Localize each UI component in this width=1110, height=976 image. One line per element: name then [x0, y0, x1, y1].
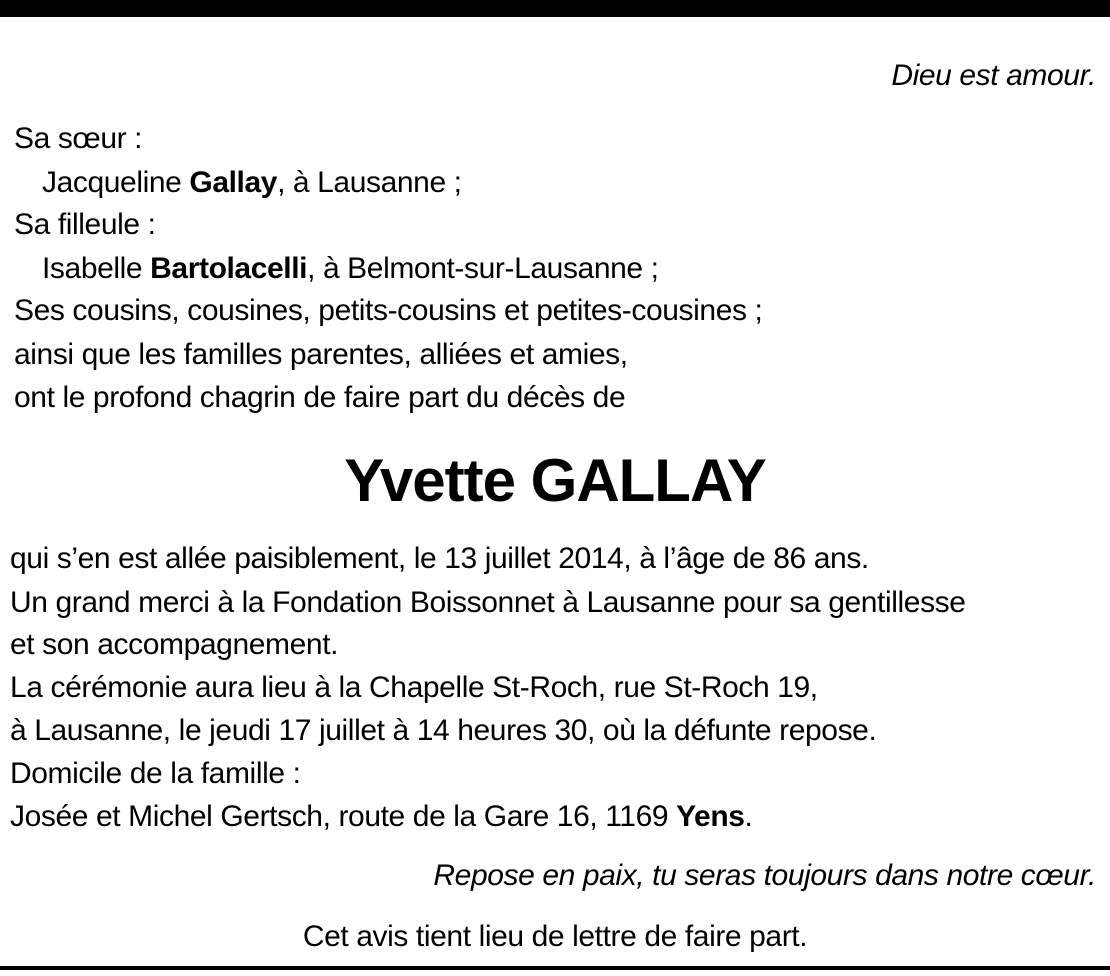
sister-first-name: Jacqueline: [42, 166, 182, 199]
sister-place: , à Lausanne ;: [277, 166, 462, 199]
top-rule: [0, 0, 1110, 17]
sister-label: Sa sœur :: [14, 122, 143, 155]
bottom-rule: [0, 966, 1110, 970]
goddaughter-line: [42, 251, 659, 287]
domicile-label: Domicile de la famille :: [10, 757, 301, 790]
thanks-line-2: et son accompagnement.: [10, 628, 339, 661]
notice-line: Cet avis tient lieu de lettre de faire part.: [302, 920, 808, 953]
goddaughter-first-name: Isabelle: [42, 252, 143, 285]
sister-line: [42, 165, 462, 201]
goddaughter-label: Sa filleule :: [14, 208, 156, 241]
passing-line: qui s’en est allée paisiblement, le 13 juillet 2014, à l’âge de 86 ans.: [10, 542, 869, 575]
families-line: ainsi que les familles parentes, alliées et amies,: [14, 338, 628, 371]
ceremony-line-1: La cérémonie aura lieu à la Chapelle St-Roch, rue St-Roch 19,: [10, 671, 818, 704]
goddaughter-last-name: Bartolacelli: [150, 252, 308, 285]
announcement-line: ont le profond chagrin de faire part du décès de: [14, 381, 626, 414]
cousins-line: Ses cousins, cousines, petits-cousins et petites-cousines ;: [14, 294, 763, 327]
closing-quote: Repose en paix, tu seras toujours dans notre cœur.: [433, 859, 1096, 892]
address-line: [10, 799, 752, 835]
thanks-line-1: Un grand merci à la Fondation Boissonnet à Lausanne pour sa gentillesse: [10, 586, 966, 619]
motto: Dieu est amour.: [891, 59, 1096, 92]
goddaughter-place: , à Belmont-sur-Lausanne ;: [307, 252, 659, 285]
deceased-name: Yvette GALLAY: [344, 447, 766, 514]
address-town: Yens: [676, 800, 745, 833]
ceremony-line-2: à Lausanne, le jeudi 17 juillet à 14 heures 30, où la défunte repose.: [10, 714, 877, 747]
sister-last-name: Gallay: [189, 166, 278, 199]
address-end: .: [744, 800, 753, 833]
address-text: Josée et Michel Gertsch, route de la Gare 16, 1169: [10, 800, 677, 833]
